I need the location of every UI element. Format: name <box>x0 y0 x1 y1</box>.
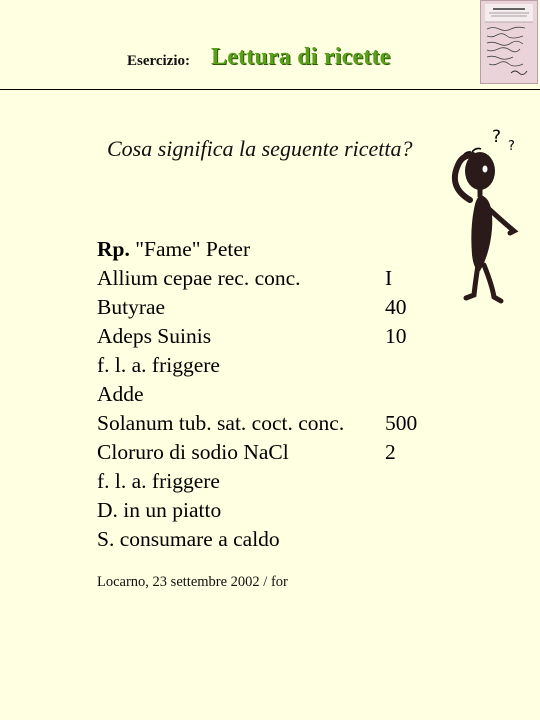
instruction-text: f. l. a. friggere <box>97 353 220 377</box>
prescription-line <box>97 438 457 467</box>
question-subtitle: Cosa significa la seguente ricetta? <box>107 136 413 161</box>
ingredient-text: Allium cepae rec. conc. <box>97 266 301 290</box>
instruction-text: Adde <box>97 382 144 406</box>
ingredient-quantity: 2 <box>385 440 396 464</box>
ingredient-quantity: I <box>385 266 393 290</box>
prescription-heading <box>97 235 457 264</box>
footer-note: Locarno, 23 settembre 2002 / for <box>97 574 288 590</box>
ingredient-text: Cloruro di sodio NaCl <box>97 440 289 464</box>
prescription-line <box>97 293 457 322</box>
ingredient-text: Butyrae <box>97 295 166 319</box>
prescription-line <box>97 351 457 380</box>
prescription-line <box>97 380 457 409</box>
instruction-text: S. consumare a caldo <box>97 527 280 551</box>
ingredient-text: Solanum tub. sat. coct. conc. <box>97 411 345 435</box>
rx-name: "Fame" Peter <box>135 237 251 261</box>
prescription-line <box>97 264 457 293</box>
ingredient-quantity: 40 <box>385 295 407 319</box>
prescription-thumbnail-icon <box>480 0 538 84</box>
prescription-line <box>97 496 457 525</box>
slide-title: Lettura di ricette <box>211 44 391 70</box>
rx-prefix: Rp. <box>97 237 130 261</box>
ingredient-quantity: 10 <box>385 324 407 348</box>
question-mark-large: ? <box>492 127 502 147</box>
ingredient-text: Adeps Suinis <box>97 324 212 348</box>
ingredient-quantity: 500 <box>385 411 418 435</box>
prescription-line <box>97 467 457 496</box>
exercise-label: Esercizio: <box>127 53 191 69</box>
prescription-body <box>97 235 457 554</box>
question-mark-small: ? <box>508 139 515 154</box>
header-divider <box>0 89 540 90</box>
instruction-text: D. in un piatto <box>97 498 222 522</box>
slide-header <box>0 0 540 90</box>
prescription-line <box>97 409 457 438</box>
prescription-line <box>97 525 457 554</box>
prescription-line <box>97 322 457 351</box>
instruction-text: f. l. a. friggere <box>97 469 220 493</box>
